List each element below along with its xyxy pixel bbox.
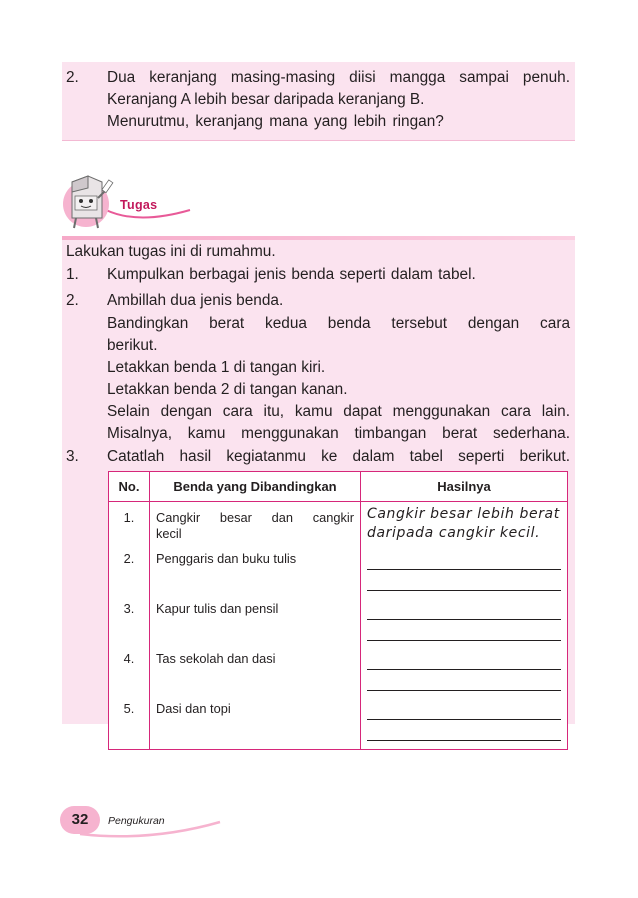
page-number: 32 <box>60 806 100 834</box>
task-item-2-line-5: Letakkan benda 2 di tangan kanan. <box>107 381 348 398</box>
task-intro: Lakukan tugas ini di rumahmu. <box>66 243 276 260</box>
handwritten-answer-line: Cangkir besar lebih berat <box>367 506 560 522</box>
task-item-2-line-1: Ambillah dua jenis benda. <box>107 292 284 309</box>
answer-blank <box>361 699 568 750</box>
table-row <box>109 649 568 699</box>
header-result: Hasilnya <box>361 472 568 502</box>
answer-blank <box>361 599 568 649</box>
chapter-title: Pengukuran <box>108 815 165 827</box>
row-number: 2. <box>109 549 150 599</box>
row-object: Penggaris dan buku tulis <box>150 549 361 599</box>
answer-blank <box>361 549 568 599</box>
task-item-2-line-7: Misalnya, kamu menggunakan timbangan berat sederhana. <box>107 425 570 442</box>
row-object: Kapur tulis dan pensil <box>150 599 361 649</box>
question-line-2: Keranjang A lebih besar daripada keranjang B. <box>107 91 425 108</box>
row-object <box>150 502 361 550</box>
row-object: Tas sekolah dan dasi <box>150 649 361 699</box>
task-item-3-line-1: Catatlah hasil kegiatanmu ke dalam tabel seperti berikut. <box>107 448 570 465</box>
task-item-2-line-6: Selain dengan cara itu, kamu dapat menggunakan cara lain. <box>107 403 570 420</box>
table-row <box>109 599 568 649</box>
task-item-number-2: 2. <box>66 292 79 309</box>
row-result <box>361 502 568 550</box>
header-object: Benda yang Dibandingkan <box>150 472 361 502</box>
task-item-1-line-1: Kumpulkan berbagai jenis benda seperti dalam tabel. <box>107 266 476 283</box>
row-number: 3. <box>109 599 150 649</box>
table-row <box>109 699 568 750</box>
question-line-3: Menurutmu, keranjang mana yang lebih ringan? <box>107 113 444 130</box>
answer-blank <box>361 649 568 699</box>
row-number: 4. <box>109 649 150 699</box>
handwritten-answer-line: daripada cangkir kecil. <box>367 525 541 541</box>
row-number: 1. <box>109 502 150 550</box>
task-item-2-line-4: Letakkan benda 1 di tangan kiri. <box>107 359 326 376</box>
row-object-line: kecil <box>156 526 182 541</box>
task-item-number-3: 3. <box>66 448 79 465</box>
header-no: No. <box>109 472 150 502</box>
tugas-label: Tugas <box>120 198 158 212</box>
task-item-number-1: 1. <box>66 266 79 283</box>
table-row <box>109 502 568 550</box>
question-number: 2. <box>66 69 79 86</box>
question-line-1: Dua keranjang masing-masing diisi mangga sampai penuh. <box>107 69 570 86</box>
row-object-line: Cangkir besar dan cangkir <box>156 510 354 525</box>
row-number: 5. <box>109 699 150 750</box>
table-header-row <box>109 472 568 502</box>
task-item-2-line-3: berikut. <box>107 337 158 354</box>
row-object: Dasi dan topi <box>150 699 361 750</box>
table-row <box>109 549 568 599</box>
results-table <box>108 471 568 750</box>
task-item-2-line-2: Bandingkan berat kedua benda tersebut dengan cara <box>107 315 570 332</box>
